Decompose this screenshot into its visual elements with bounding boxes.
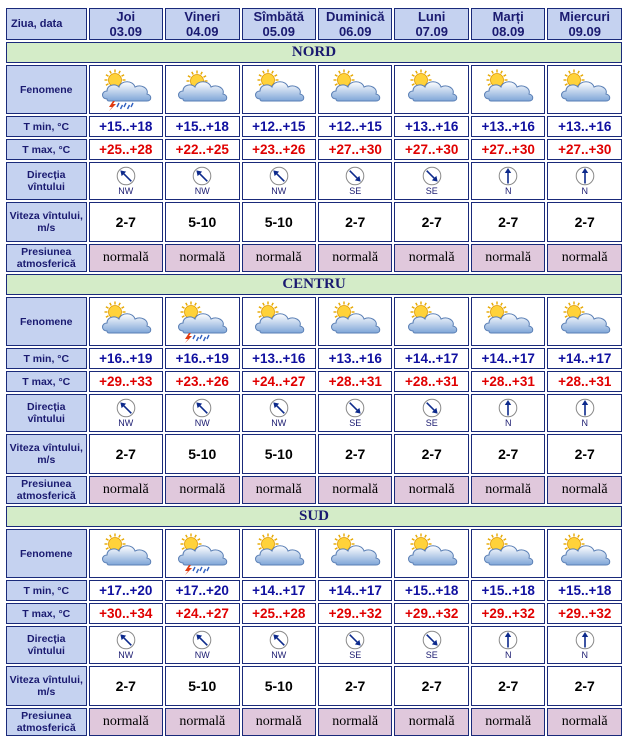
wind-direction-icon (345, 398, 365, 418)
wind-direction-label: NW (118, 649, 134, 660)
wind-direction-label: NW (271, 185, 287, 196)
row-label-viteza: Viteza vîntului, m/s (6, 434, 87, 474)
tmin-cell: +12..+15 (242, 116, 316, 137)
wind-direction-label: SE (425, 649, 438, 660)
tmin-cell: +14..+17 (394, 348, 468, 369)
wind-speed-cell: 5-10 (165, 202, 239, 242)
partly-cloudy-icon (556, 533, 614, 575)
wind-direction-icon (192, 166, 212, 186)
pressure-cell: normală (242, 476, 316, 504)
wind-direction-label: NW (194, 649, 210, 660)
wind-direction-cell (89, 162, 163, 200)
region-title: NORD (6, 42, 622, 63)
region-title: SUD (6, 506, 622, 527)
partly-cloudy-icon (326, 533, 384, 575)
wind-direction-cell (165, 162, 239, 200)
wind-speed-row (6, 434, 622, 474)
wind-direction-cell (89, 626, 163, 664)
wind-direction-icon (575, 398, 595, 418)
pressure-cell: normală (394, 244, 468, 272)
tmin-cell: +16..+19 (89, 348, 163, 369)
wind-direction-icon (422, 166, 442, 186)
tmax-cell: +22..+25 (165, 139, 239, 160)
partly-cloudy-icon (556, 301, 614, 343)
weather-cell (394, 529, 468, 578)
wind-direction-icon (116, 166, 136, 186)
wind-direction-icon (269, 630, 289, 650)
wind-speed-cell: 2-7 (394, 202, 468, 242)
day-date: 03.09 (109, 24, 143, 39)
tmin-cell: +15..+18 (165, 116, 239, 137)
day-date: 08.09 (491, 24, 525, 39)
pressure-cell: normală (89, 476, 163, 504)
wind-speed-cell: 2-7 (471, 434, 545, 474)
wind-direction-cell (547, 162, 622, 200)
wind-speed-cell: 5-10 (165, 666, 239, 706)
wind-direction-icon (192, 398, 212, 418)
row-label-viteza: Viteza vîntului, m/s (6, 666, 87, 706)
partly-cloudy-icon (556, 69, 614, 111)
tmin-cell: +14..+17 (471, 348, 545, 369)
tmax-cell: +24..+27 (165, 603, 239, 624)
row-label-fenomene: Fenomene (6, 529, 87, 578)
wind-direction-cell (165, 394, 239, 432)
thunderstorm-icon (173, 301, 231, 343)
wind-direction-row (6, 394, 622, 432)
day-name: Duminică (325, 9, 385, 24)
day-date: 04.09 (185, 24, 219, 39)
tmin-cell: +15..+18 (394, 580, 468, 601)
wind-direction-icon (116, 630, 136, 650)
pressure-cell: normală (547, 708, 622, 736)
day-name: Miercuri (559, 9, 610, 24)
tmax-cell: +24..+27 (242, 371, 316, 392)
wind-direction-icon (498, 630, 518, 650)
partly-cloudy-icon (326, 69, 384, 111)
row-label-fenomene: Fenomene (6, 65, 87, 114)
fenomene-row (6, 529, 622, 578)
wind-direction-cell (471, 394, 545, 432)
wind-direction-label: SE (349, 417, 362, 428)
wind-direction-icon (498, 166, 518, 186)
tmin-cell: +16..+19 (165, 348, 239, 369)
wind-direction-cell (394, 162, 468, 200)
pressure-cell: normală (394, 708, 468, 736)
tmax-row (6, 603, 622, 624)
wind-speed-cell: 5-10 (242, 434, 316, 474)
cloudy-icon (173, 69, 231, 111)
wind-direction-icon (422, 398, 442, 418)
weather-cell (165, 297, 239, 346)
wind-direction-cell (394, 394, 468, 432)
tmax-cell: +28..+31 (394, 371, 468, 392)
weather-cell (165, 65, 239, 114)
pressure-cell: normală (165, 708, 239, 736)
wind-speed-cell: 2-7 (318, 202, 392, 242)
row-label-directia: Direcția vîntului (6, 626, 87, 664)
tmax-cell: +29..+32 (318, 603, 392, 624)
wind-direction-icon (575, 166, 595, 186)
wind-direction-label: NW (271, 417, 287, 428)
pressure-cell: normală (318, 708, 392, 736)
tmin-cell: +15..+18 (471, 580, 545, 601)
day-header (471, 8, 545, 40)
pressure-cell: normală (547, 244, 622, 272)
pressure-row (6, 476, 622, 504)
pressure-cell: normală (242, 244, 316, 272)
wind-speed-cell: 2-7 (547, 666, 622, 706)
pressure-cell: normală (165, 476, 239, 504)
tmax-cell: +23..+26 (165, 371, 239, 392)
tmax-cell: +30..+34 (89, 603, 163, 624)
partly-cloudy-icon (250, 69, 308, 111)
region-row (6, 42, 622, 63)
pressure-cell: normală (165, 244, 239, 272)
weather-cell (394, 297, 468, 346)
forecast-table (4, 6, 624, 738)
region-title: CENTRU (6, 274, 622, 295)
tmax-cell: +29..+33 (89, 371, 163, 392)
weather-cell (318, 65, 392, 114)
partly-cloudy-icon (326, 301, 384, 343)
row-label-presiunea: Presiunea atmosferică (6, 708, 87, 736)
partly-cloudy-icon (97, 301, 155, 343)
wind-direction-label: SE (349, 185, 362, 196)
row-label-directia: Direcția vîntului (6, 394, 87, 432)
wind-direction-icon (498, 398, 518, 418)
row-label-tmax: T max, °C (6, 603, 87, 624)
wind-direction-cell (242, 626, 316, 664)
wind-direction-cell (165, 626, 239, 664)
tmin-cell: +14..+17 (318, 580, 392, 601)
wind-direction-cell (318, 162, 392, 200)
wind-direction-label: NW (194, 185, 210, 196)
wind-speed-cell: 2-7 (89, 434, 163, 474)
weather-cell (165, 529, 239, 578)
fenomene-row (6, 297, 622, 346)
wind-speed-cell: 2-7 (394, 434, 468, 474)
pressure-cell: normală (89, 244, 163, 272)
row-label-tmin: T min, °C (6, 348, 87, 369)
pressure-cell: normală (471, 476, 545, 504)
row-label-fenomene: Fenomene (6, 297, 87, 346)
wind-direction-label: NW (194, 417, 210, 428)
wind-direction-cell (242, 162, 316, 200)
wind-speed-cell: 2-7 (547, 202, 622, 242)
weather-cell (242, 65, 316, 114)
wind-speed-cell: 2-7 (471, 666, 545, 706)
pressure-cell: normală (547, 476, 622, 504)
wind-speed-cell: 2-7 (547, 434, 622, 474)
row-label-tmax: T max, °C (6, 139, 87, 160)
corner-label: Ziua, data (6, 8, 87, 40)
tmin-cell: +15..+18 (89, 116, 163, 137)
tmin-cell: +17..+20 (89, 580, 163, 601)
row-label-presiunea: Presiunea atmosferică (6, 244, 87, 272)
tmax-cell: +29..+32 (471, 603, 545, 624)
day-name: Marți (492, 9, 524, 24)
wind-direction-icon (345, 166, 365, 186)
tmin-cell: +17..+20 (165, 580, 239, 601)
weather-cell (547, 65, 622, 114)
wind-direction-label: N (581, 185, 588, 196)
wind-direction-label: N (504, 417, 512, 428)
tmin-cell: +13..+16 (471, 116, 545, 137)
tmax-cell: +28..+31 (318, 371, 392, 392)
tmin-cell: +14..+17 (242, 580, 316, 601)
tmax-cell: +25..+28 (89, 139, 163, 160)
wind-speed-cell: 2-7 (89, 666, 163, 706)
row-label-tmin: T min, °C (6, 116, 87, 137)
wind-direction-label: NW (271, 649, 287, 660)
pressure-cell: normală (394, 476, 468, 504)
row-label-viteza: Viteza vîntului, m/s (6, 202, 87, 242)
weather-cell (242, 529, 316, 578)
day-name: Vineri (184, 9, 221, 24)
tmax-cell: +29..+32 (394, 603, 468, 624)
wind-direction-label: NW (118, 417, 134, 428)
wind-direction-label: N (504, 185, 512, 196)
wind-direction-label: SE (349, 649, 362, 660)
day-header (394, 8, 468, 40)
partly-cloudy-icon (403, 301, 461, 343)
tmin-cell: +13..+16 (242, 348, 316, 369)
day-date: 07.09 (415, 24, 448, 39)
weather-cell (89, 65, 163, 114)
tmin-row (6, 580, 622, 601)
tmax-cell: +28..+31 (547, 371, 622, 392)
wind-direction-cell (89, 394, 163, 432)
tmax-cell: +28..+31 (471, 371, 545, 392)
weather-cell (318, 529, 392, 578)
fenomene-row (6, 65, 622, 114)
pressure-row (6, 708, 622, 736)
pressure-row (6, 244, 622, 272)
wind-speed-cell: 5-10 (165, 434, 239, 474)
weather-cell (318, 297, 392, 346)
day-date: 06.09 (338, 24, 372, 39)
wind-speed-row (6, 666, 622, 706)
tmin-cell: +12..+15 (318, 116, 392, 137)
tmax-cell: +27..+30 (318, 139, 392, 160)
tmin-cell: +14..+17 (547, 348, 622, 369)
wind-direction-icon (116, 398, 136, 418)
wind-direction-row (6, 162, 622, 200)
tmax-row (6, 371, 622, 392)
wind-speed-cell: 2-7 (318, 434, 392, 474)
weather-cell (547, 297, 622, 346)
wind-direction-icon (192, 630, 212, 650)
tmin-cell: +13..+16 (318, 348, 392, 369)
region-row (6, 274, 622, 295)
partly-cloudy-icon (250, 301, 308, 343)
wind-direction-row (6, 626, 622, 664)
weather-cell (242, 297, 316, 346)
pressure-cell: normală (318, 244, 392, 272)
pressure-cell: normală (318, 476, 392, 504)
tmin-cell: +13..+16 (547, 116, 622, 137)
wind-direction-icon (422, 630, 442, 650)
tmin-row (6, 116, 622, 137)
day-date: 05.09 (262, 24, 296, 39)
wind-direction-icon (269, 166, 289, 186)
pressure-cell: normală (242, 708, 316, 736)
partly-cloudy-icon (479, 301, 537, 343)
wind-direction-label: N (581, 417, 588, 428)
wind-direction-label: N (581, 649, 588, 660)
wind-speed-cell: 2-7 (394, 666, 468, 706)
partly-cloudy-icon (479, 69, 537, 111)
wind-speed-row (6, 202, 622, 242)
wind-direction-cell (547, 394, 622, 432)
wind-direction-icon (345, 630, 365, 650)
wind-direction-cell (318, 394, 392, 432)
tmin-row (6, 348, 622, 369)
day-header (547, 8, 622, 40)
row-label-tmin: T min, °C (6, 580, 87, 601)
weather-cell (547, 529, 622, 578)
partly-cloudy-icon (403, 69, 461, 111)
day-name: Luni (417, 9, 446, 24)
tmax-cell: +29..+32 (547, 603, 622, 624)
wind-direction-label: NW (118, 185, 134, 196)
row-label-directia: Direcția vîntului (6, 162, 87, 200)
header-row (6, 8, 622, 40)
tmax-cell: +27..+30 (471, 139, 545, 160)
weather-cell (394, 65, 468, 114)
wind-direction-icon (575, 630, 595, 650)
day-name: Sîmbătă (253, 9, 305, 24)
tmax-cell: +27..+30 (547, 139, 622, 160)
day-header (318, 8, 392, 40)
weather-cell (89, 297, 163, 346)
day-header (242, 8, 316, 40)
wind-direction-cell (471, 162, 545, 200)
day-date: 09.09 (568, 24, 601, 39)
region-row (6, 506, 622, 527)
partly-cloudy-icon (97, 533, 155, 575)
tmax-row (6, 139, 622, 160)
row-label-presiunea: Presiunea atmosferică (6, 476, 87, 504)
row-label-tmax: T max, °C (6, 371, 87, 392)
tmax-cell: +27..+30 (394, 139, 468, 160)
pressure-cell: normală (89, 708, 163, 736)
wind-speed-cell: 2-7 (471, 202, 545, 242)
wind-speed-cell: 5-10 (242, 666, 316, 706)
weather-cell (89, 529, 163, 578)
tmin-cell: +15..+18 (547, 580, 622, 601)
wind-direction-label: N (504, 649, 512, 660)
wind-direction-cell (471, 626, 545, 664)
thunderstorm-icon (173, 533, 231, 575)
wind-speed-cell: 2-7 (89, 202, 163, 242)
weather-cell (471, 297, 545, 346)
pressure-cell: normală (471, 708, 545, 736)
wind-speed-cell: 2-7 (318, 666, 392, 706)
weather-cell (471, 529, 545, 578)
wind-direction-cell (394, 626, 468, 664)
wind-direction-label: SE (425, 185, 438, 196)
wind-direction-label: SE (425, 417, 438, 428)
partly-cloudy-icon (250, 533, 308, 575)
tmax-cell: +23..+26 (242, 139, 316, 160)
partly-cloudy-icon (403, 533, 461, 575)
tmax-cell: +25..+28 (242, 603, 316, 624)
day-name: Joi (116, 9, 136, 24)
wind-speed-cell: 5-10 (242, 202, 316, 242)
partly-cloudy-icon (479, 533, 537, 575)
wind-direction-cell (242, 394, 316, 432)
day-header (165, 8, 239, 40)
rain-icon (97, 69, 155, 111)
weather-cell (471, 65, 545, 114)
pressure-cell: normală (471, 244, 545, 272)
day-header (89, 8, 163, 40)
wind-direction-cell (547, 626, 622, 664)
wind-direction-icon (269, 398, 289, 418)
wind-direction-cell (318, 626, 392, 664)
tmin-cell: +13..+16 (394, 116, 468, 137)
